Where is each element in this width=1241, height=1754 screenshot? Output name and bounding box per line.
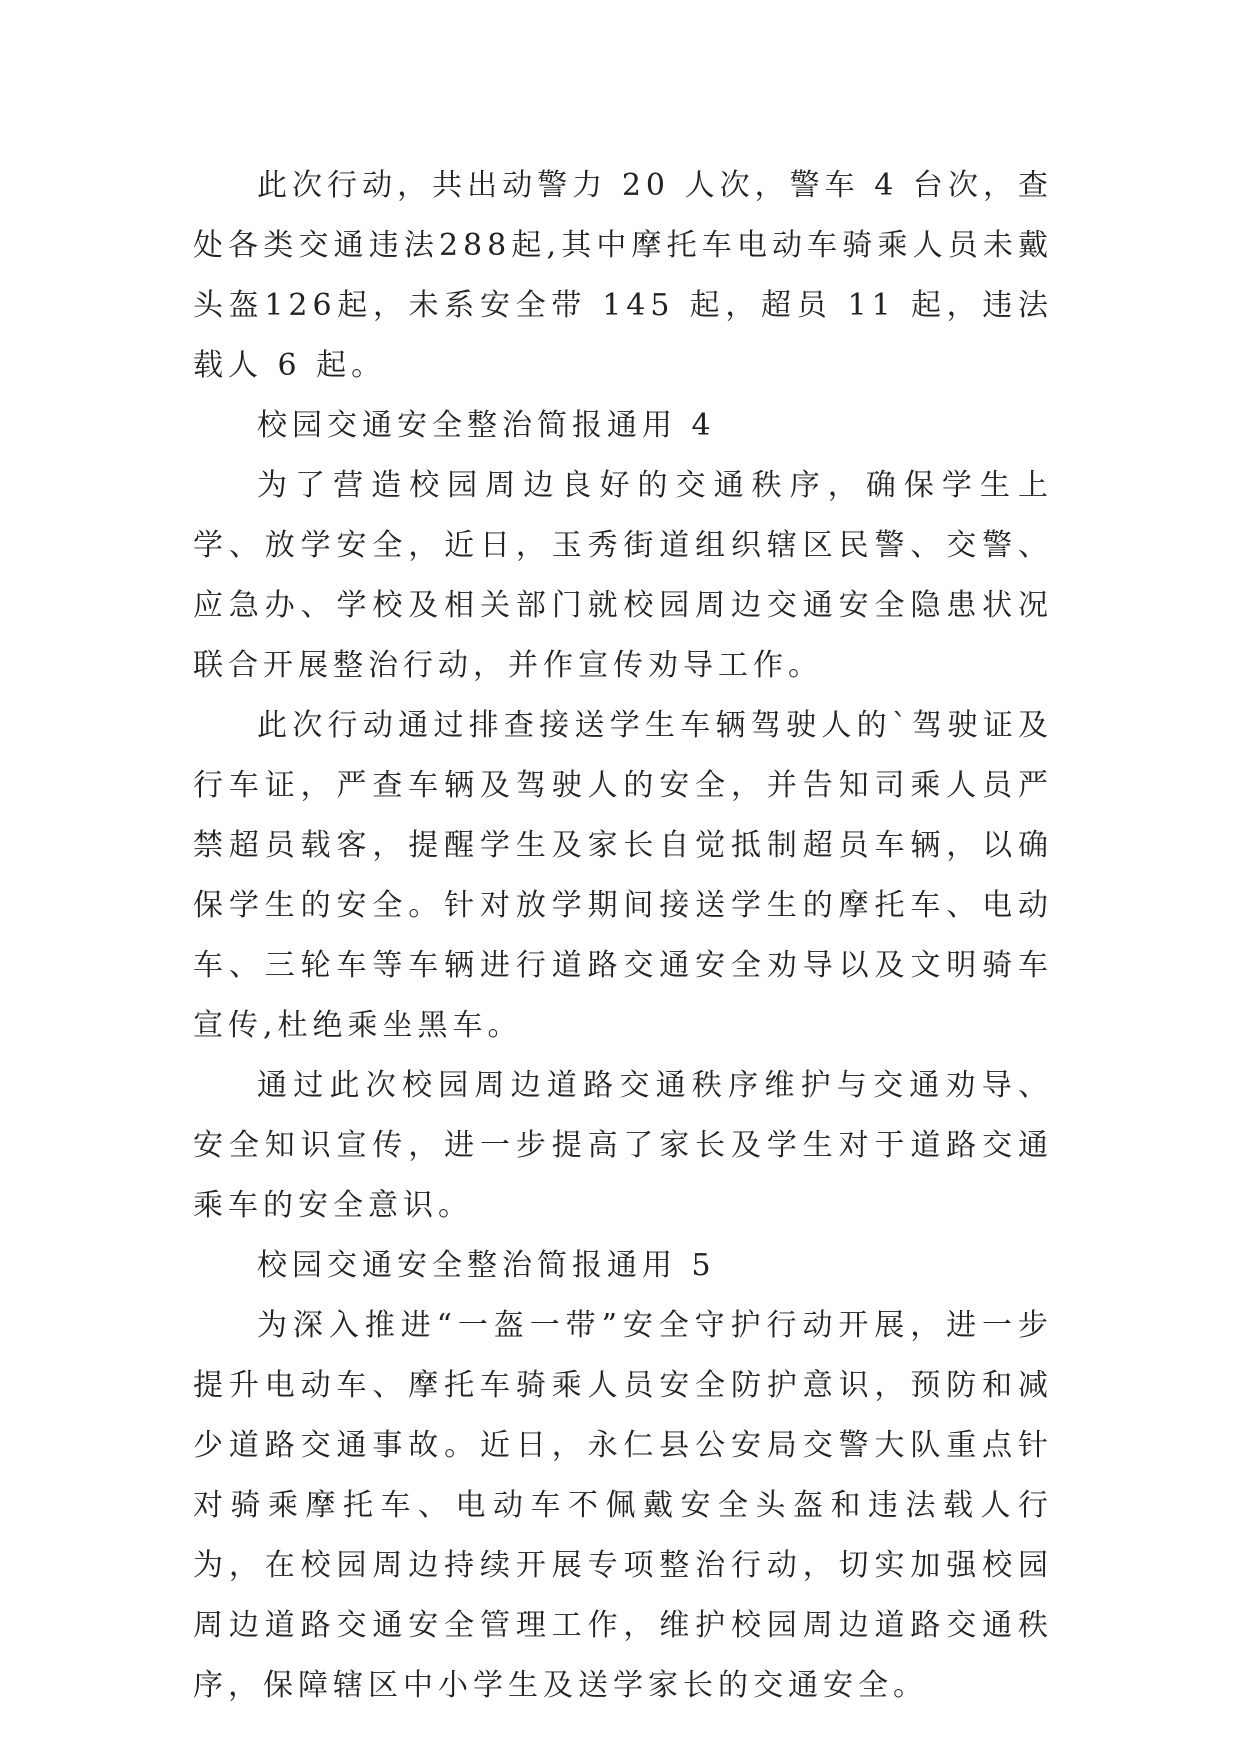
paragraph-enforcement-summary: 此次行动，共出动警力 20 人次，警车 4 台次，查处各类交通违法288起,其中摩托车电动车骑乘人员未戴头盔126起，未系安全带 145 起，超员 11 起，违法载人 6 起。 [193,168,1053,383]
document-body [193,156,1053,1716]
section-heading-4: 校园交通安全整治简报通用 4 [257,408,716,443]
paragraph-vehicle-inspection: 此次行动通过排查接送学生车辆驾驶人的`驾驶证及行车证，严查车辆及驾驶人的安全，并告知司乘人员严禁超员载客，提醒学生及家长自觉抵制超员车辆，以确保学生的安全。针对放学期间接送学生的摩托车、电动车、三轮车等车辆进行道路交通安全劝导以及文明骑车宣传,杜绝乘坐黑车。 [193,708,1053,1043]
section-heading-5: 校园交通安全整治简报通用 5 [257,1248,716,1283]
paragraph-outcome: 通过此次校园周边道路交通秩序维护与交通劝导、安全知识宣传，进一步提高了家长及学生对于道路交通乘车的安全意识。 [193,1068,1053,1223]
paragraph-yuxiu-operation: 为了营造校园周边良好的交通秩序，确保学生上学、放学安全，近日，玉秀街道组织辖区民警、交警、应急办、学校及相关部门就校园周边交通安全隐患状况联合开展整治行动，并作宣传劝导工作。 [193,468,1053,683]
paragraph-helmet-campaign: 为深入推进“一盔一带”安全守护行动开展，进一步提升电动车、摩托车骑乘人员安全防护意识，预防和减少道路交通事故。近日，永仁县公安局交警大队重点针对骑乘摩托车、电动车不佩戴安全头盔和违法载人行为，在校园周边持续开展专项整治行动，切实加强校园周边道路交通安全管理工作，维护校园周边道路交通秩序，保障辖区中小学生及送学家长的交通安全。 [193,1308,1053,1703]
